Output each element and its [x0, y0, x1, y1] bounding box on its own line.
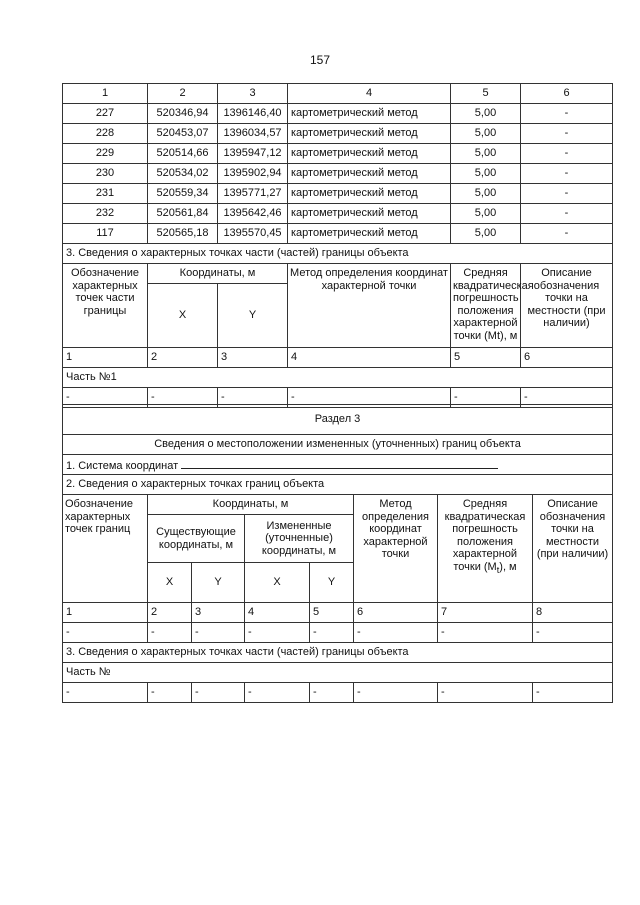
table-cell: 1395642,46: [218, 204, 288, 224]
col-number: 5: [451, 348, 521, 368]
table-cell: 1395902,94: [218, 164, 288, 184]
table-row: [63, 124, 613, 144]
col-number: 1: [63, 603, 148, 623]
dash-cell: -: [288, 388, 451, 408]
table-cell: 5,00: [451, 164, 521, 184]
table-cell: 232: [63, 204, 148, 224]
table-cell: 520453,07: [148, 124, 218, 144]
table-cell: 520346,94: [148, 104, 218, 124]
t2-existing-header: Существующие координаты, м: [148, 515, 245, 563]
section-subtitle: Сведения о местоположении измененных (уточненных) границ объекта: [63, 435, 613, 455]
table-cell: картометрический метод: [288, 124, 451, 144]
table-row: [63, 144, 613, 164]
dash-cell: -: [192, 623, 245, 643]
table-cell: 1396146,40: [218, 104, 288, 124]
boundary-points-table: [62, 83, 613, 408]
table-cell: картометрический метод: [288, 224, 451, 244]
dash-cell: -: [218, 388, 288, 408]
table-cell: 229: [63, 144, 148, 164]
table-cell: -: [521, 124, 613, 144]
s3-method-header: Метод определения координат характерной точки: [288, 264, 451, 348]
col-header: 1: [63, 84, 148, 104]
table-cell: 231: [63, 184, 148, 204]
table-cell: картометрический метод: [288, 184, 451, 204]
table-cell: 1395947,12: [218, 144, 288, 164]
dash-cell: -: [438, 683, 533, 703]
table-cell: 1396034,57: [218, 124, 288, 144]
dash-cell: -: [63, 623, 148, 643]
dash-cell: -: [192, 683, 245, 703]
col-number: 7: [438, 603, 533, 623]
dash-cell: -: [354, 623, 438, 643]
part-row: [63, 368, 613, 388]
dash-cell: -: [245, 623, 310, 643]
dash-cell: -: [63, 683, 148, 703]
s3-description-header: Описание обозначения точки на местности (при наличии): [521, 264, 613, 348]
table-cell: -: [521, 164, 613, 184]
col-number: 3: [218, 348, 288, 368]
t2-part-row: [63, 663, 613, 683]
col-number: 6: [521, 348, 613, 368]
table-cell: картометрический метод: [288, 164, 451, 184]
coord-system-row: [63, 455, 613, 475]
table-row: [63, 204, 613, 224]
dash-cell: -: [533, 683, 613, 703]
col-number: 2: [148, 348, 218, 368]
s3-header-row: [63, 264, 613, 284]
dash-cell: -: [438, 623, 533, 643]
col-header: 2: [148, 84, 218, 104]
table-row: [63, 164, 613, 184]
col-number: 8: [533, 603, 613, 623]
coord-system-field: [63, 455, 613, 475]
t2-section3-title-row: [63, 643, 613, 663]
dash-cell: -: [245, 683, 310, 703]
table-cell: 227: [63, 104, 148, 124]
s3-num-row: [63, 348, 613, 368]
table-cell: 5,00: [451, 224, 521, 244]
table-cell: 520565,18: [148, 224, 218, 244]
s3-designation-header: Обозначение характерных точек части границы: [63, 264, 148, 348]
dash-cell: -: [451, 388, 521, 408]
col-number: 4: [245, 603, 310, 623]
t2-x2-header: X: [245, 563, 310, 603]
section-subtitle-row: [63, 435, 613, 455]
col-header: 3: [218, 84, 288, 104]
part-label: Часть №1: [63, 368, 613, 388]
col-number: 1: [63, 348, 148, 368]
section3-table: [62, 404, 613, 703]
dash-cell: -: [63, 388, 148, 408]
dash-cell: -: [148, 623, 192, 643]
coord-system-label: 1. Система координат: [66, 459, 179, 472]
table-cell: 230: [63, 164, 148, 184]
col-header: 6: [521, 84, 613, 104]
dash-cell: -: [148, 388, 218, 408]
t2-dash-row2: [63, 683, 613, 703]
t2-accuracy-header: [438, 495, 533, 603]
col-number: 2: [148, 603, 192, 623]
t2-y2-header: Y: [310, 563, 354, 603]
table-cell: картометрический метод: [288, 144, 451, 164]
page-number: 157: [309, 53, 331, 67]
table-cell: -: [521, 204, 613, 224]
table-row: [63, 224, 613, 244]
table-cell: -: [521, 144, 613, 164]
table-cell: 1395570,45: [218, 224, 288, 244]
dash-cell: -: [148, 683, 192, 703]
t2-dash-row: [63, 623, 613, 643]
dash-cell: -: [310, 683, 354, 703]
table-cell: картометрический метод: [288, 204, 451, 224]
section-title: Раздел 3: [63, 405, 613, 435]
table-cell: 520559,34: [148, 184, 218, 204]
col-number: 4: [288, 348, 451, 368]
section2-title: 2. Сведения о характерных точках границ объекта: [63, 475, 613, 495]
section-title-row: [63, 405, 613, 435]
section3-title-row: [63, 244, 613, 264]
section3-title: 3. Сведения о характерных точках части (частей) границы объекта: [63, 244, 613, 264]
coord-system-blank: [181, 457, 498, 469]
table-cell: картометрический метод: [288, 104, 451, 124]
table-cell: -: [521, 184, 613, 204]
dash-cell: -: [310, 623, 354, 643]
s3-y-header: Y: [218, 284, 288, 348]
table-cell: 5,00: [451, 144, 521, 164]
t2-num-row: [63, 603, 613, 623]
t2-accuracy-subscript: t: [496, 564, 500, 575]
col-header: 5: [451, 84, 521, 104]
col-number: 3: [192, 603, 245, 623]
col-number: 5: [310, 603, 354, 623]
t2-designation-header: Обозначение характерных точек границ: [63, 495, 148, 603]
t2-changed-header: Измененные (уточненные) координаты, м: [245, 515, 354, 563]
t2-header-row1: [63, 495, 613, 515]
t2-x1-header: X: [148, 563, 192, 603]
t2-section3-title: 3. Сведения о характерных точках части (частей) границы объекта: [63, 643, 613, 663]
col-number: 6: [354, 603, 438, 623]
table-cell: 228: [63, 124, 148, 144]
table-cell: 1395771,27: [218, 184, 288, 204]
table-cell: 520514,66: [148, 144, 218, 164]
table-cell: 5,00: [451, 184, 521, 204]
table-row: [63, 104, 613, 124]
s3-x-header: X: [148, 284, 218, 348]
table-cell: 520561,84: [148, 204, 218, 224]
t2-accuracy-text: Средняя квадратическая погрешность положения характерной точки (M: [444, 498, 526, 573]
section2-title-row: [63, 475, 613, 495]
table-row: [63, 184, 613, 204]
table-cell: 5,00: [451, 124, 521, 144]
t2-method-header: Метод определения координат характерной точки: [354, 495, 438, 603]
table-cell: 117: [63, 224, 148, 244]
t2-description-header: Описание обозначения точки на местности (при наличии): [533, 495, 613, 603]
dash-cell: -: [521, 388, 613, 408]
table-cell: 5,00: [451, 104, 521, 124]
t2-y1-header: Y: [192, 563, 245, 603]
table-cell: 520534,02: [148, 164, 218, 184]
t2-part-label: Часть №: [63, 663, 613, 683]
dash-cell: -: [354, 683, 438, 703]
table-header-row: [63, 84, 613, 104]
s3-accuracy-header: Средняя квадратическая погрешность положения характерной точки (Mt), м: [451, 264, 521, 348]
dash-cell: -: [533, 623, 613, 643]
t2-accuracy-unit: ), м: [499, 560, 517, 573]
s3-coords-header: Координаты, м: [148, 264, 288, 284]
col-header: 4: [288, 84, 451, 104]
t2-coords-header: Координаты, м: [148, 495, 354, 515]
table-cell: -: [521, 104, 613, 124]
table-cell: -: [521, 224, 613, 244]
table-cell: 5,00: [451, 204, 521, 224]
